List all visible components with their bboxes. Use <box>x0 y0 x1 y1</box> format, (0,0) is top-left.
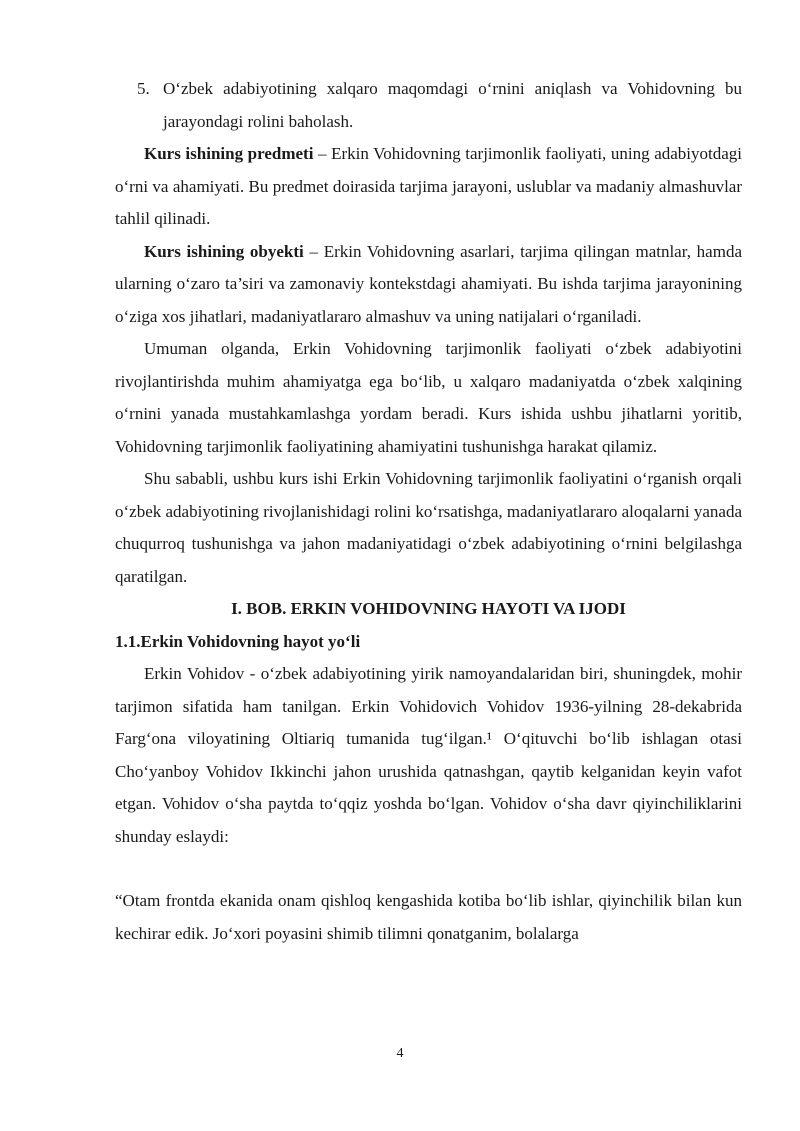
purpose-paragraph: Shu sababli, ushbu kurs ishi Erkin Vohidovning tarjimonlik faoliyatini o‘rganish orqali o‘zbek adabiyotining rivojlanishidagi rolini ko‘rsatishga, madaniyatlararo aloqalarni yanada chuqurroq tushunishga va jahon madaniyatidagi o‘zbek adabiyotining o‘rnini belgilashga qaratilgan. <box>115 469 742 586</box>
section-title: 1.1.Erkin Vohidovning hayot yo‘li <box>115 631 361 651</box>
object-paragraph <box>115 236 742 334</box>
list-item-number: 5. <box>137 79 150 98</box>
object-term: Kurs ishining obyekti <box>144 241 304 261</box>
subject-paragraph <box>115 138 742 236</box>
document-page <box>115 73 742 950</box>
biography-paragraph: Erkin Vohidov - o‘zbek adabiyotining yirik namoyandalaridan biri, shuningdek, mohir tarjimon sifatida ham tanilgan. Erkin Vohidovich Vohidov 1936-yilning 28-dekabrida Farg‘ona viloyatining Oltiariq tumanida tug‘ilgan.¹ O‘qituvchi bo‘lib ishlagan otasi Cho‘yanboy Vohidov Ikkinchi jahon urushida qatnashgan, qaytib kelganidan keyin vafot etgan. Vohidov o‘sha paytda to‘qqiz yoshda bo‘lgan. Vohidov o‘sha davr qiyinchiliklarini shunday eslaydi: <box>115 664 742 846</box>
page-number: 4 <box>396 1046 404 1061</box>
quote-paragraph: “Otam frontda ekanida onam qishloq kengashida kotiba bo‘lib ishlar, qiyinchilik bilan kun kechirar edik. Jo‘xori poyasini shimib tilimni qonatganim, bolalarga <box>115 891 742 943</box>
subject-text: – Erkin Vohidovning tarjimonlik faoliyati, uning adabiyotdagi o‘rni va ahamiyati. Bu predmet doirasida tarjima jarayoni, uslublar va madaniy almashuvlar tahlil qilinadi. <box>115 144 742 228</box>
object-text: – Erkin Vohidovning asarlari, tarjima qilingan matnlar, hamda ularning o‘zaro ta’siri va zamonaviy kontekstdagi ahamiyati. Bu ishda tarjima jarayonining o‘ziga xos jihatlari, madaniyatlararo almashuv va uning natijalari o‘rganiladi. <box>115 241 742 326</box>
paragraph-gap <box>115 853 742 885</box>
summary-paragraph: Umuman olganda, Erkin Vohidovning tarjimonlik faoliyati o‘zbek adabiyotini rivojlantirishda muhim ahamiyatga ega bo‘lib, u xalqaro madaniyatda o‘zbek xalqining o‘rnini yanada mustahkamlashga yordam beradi. Kurs ishida ushbu jihatlarni yoritib, Vohidovning tarjimonlik faoliyatining ahamiyatini tushunishga harakat qilamiz. <box>115 339 742 456</box>
list-item-text: O‘zbek adabiyotining xalqaro maqomdagi o‘rnini aniqlash va Vohidovning bu jarayondagi rolini baholash. <box>163 79 742 131</box>
objective-list-item-5 <box>115 73 742 138</box>
subject-term: Kurs ishining predmeti <box>144 144 314 163</box>
chapter-title: I. BOB. ERKIN VOHIDOVNING HAYOTI VA IJODI <box>231 599 626 618</box>
